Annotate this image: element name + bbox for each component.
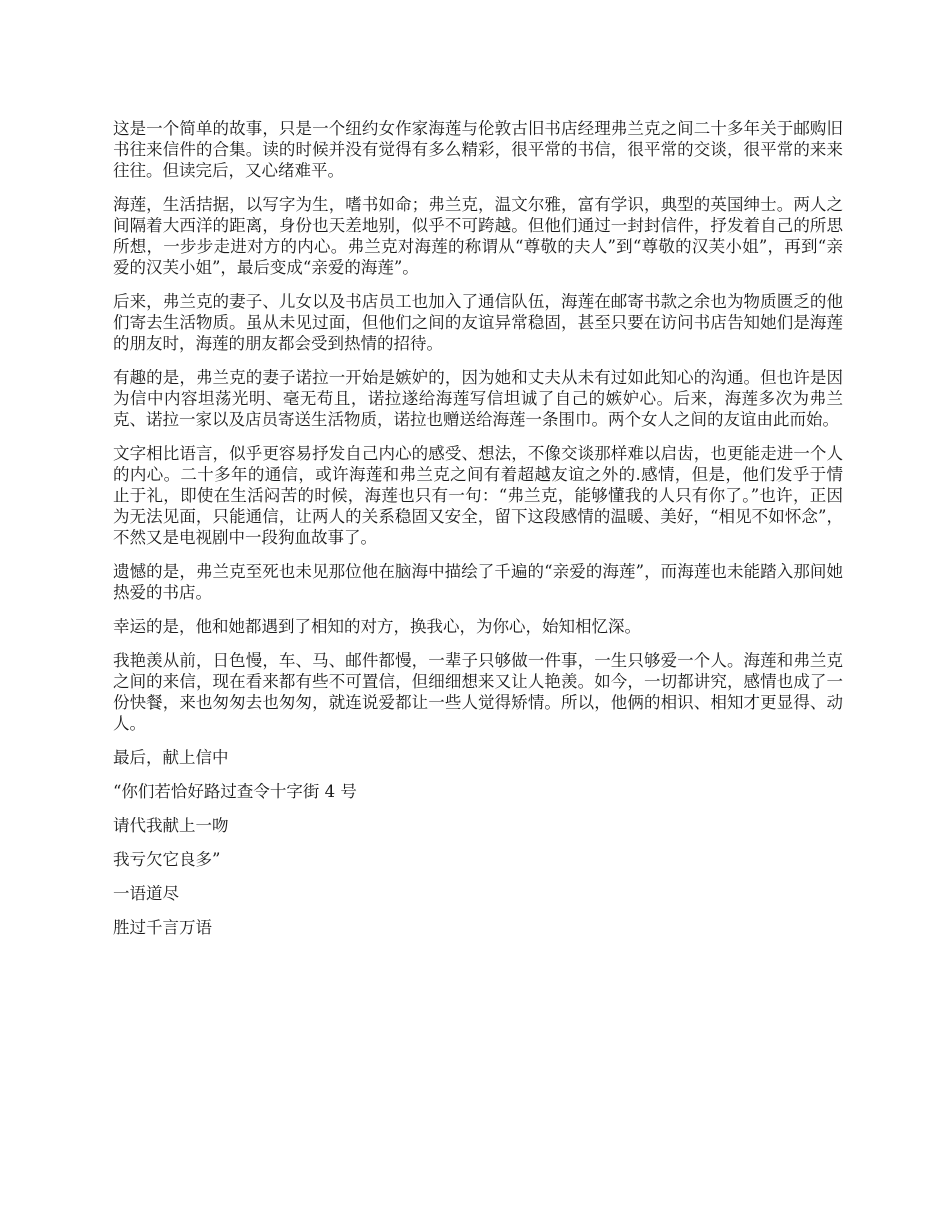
quote-line-3: 我亏欠它良多” bbox=[113, 850, 221, 869]
paragraph-intro: 这是一个简单的故事，只是一个纽约女作家海莲与伦敦古旧书店经理弗兰克之间二十多年关于邮购旧书往来信件的合集。读的时候并没有觉得有多么精彩，很平常的书信，很平常的交谈，很平常的来来往往。但读完后，又心绪难平。 bbox=[113, 119, 843, 180]
paragraph-characters: 海莲，生活拮据，以写字为生，嗜书如命；弗兰克，温文尔雅，富有学识，典型的英国绅士。两人之间隔着大西洋的距离，身份也天差地别，似乎不可跨越。但他们通过一封封信件，抒发着自己的所思所想，一步步走进对方的内心。弗兰克对海莲的称谓从“尊敬的夫人”到“尊敬的汉芙小姐”，再到“亲爱的汉芙小姐”，最后变成“亲爱的海莲”。 bbox=[113, 195, 843, 277]
quote-line-2: 请代我献上一吻 bbox=[113, 816, 229, 835]
closing-line-1: 一语道尽 bbox=[113, 884, 179, 903]
quote-line-1: “你们若恰好路过查令十字街 4 号 bbox=[113, 782, 357, 801]
document-body bbox=[113, 118, 843, 951]
paragraph-regret: 遗憾的是，弗兰克至死也未见那位他在脑海中描绘了千遍的“亲爱的海莲”，而海莲也未能踏入那间她热爱的书店。 bbox=[113, 562, 843, 602]
paragraph-fortune: 幸运的是，他和她都遇到了相知的对方，换我心，为你心，始知相忆深。 bbox=[113, 617, 641, 636]
paragraph-nostalgia: 我艳羡从前，日色慢，车、马、邮件都慢，一辈子只够做一件事，一生只够爱一个人。海莲和弗兰克之间的来信，现在看来都有些不可置信，但细细想来又让人艳羡。如今，一切都讲究，感情也成了一份快餐，来也匆匆去也匆匆，就连说爱都让一些人觉得矫情。所以，他俩的相识、相知才更显得、动人。 bbox=[113, 651, 843, 733]
paragraph-finally: 最后，献上信中 bbox=[113, 748, 229, 767]
paragraph-correspondents: 后来，弗兰克的妻子、儿女以及书店员工也加入了通信队伍，海莲在邮寄书款之余也为物质匮乏的他们寄去生活物质。虽从未见过面，但他们之间的友谊异常稳固，甚至只要在访问书店告知她们是海莲的朋友时，海莲的朋友都会受到热情的招待。 bbox=[113, 292, 843, 353]
paragraph-nora: 有趣的是，弗兰克的妻子诺拉一开始是嫉妒的，因为她和丈夫从未有过如此知心的沟通。但也许是因为信中内容坦荡光明、毫无苟且，诺拉遂给海莲写信坦诚了自己的嫉妒心。后来，海莲多次为弗兰克、诺拉一家以及店员寄送生活物质，诺拉也赠送给海莲一条围巾。两个女人之间的友谊由此而始。 bbox=[113, 368, 843, 429]
closing-line-2: 胜过千言万语 bbox=[113, 918, 212, 937]
paragraph-writing: 文字相比语言，似乎更容易抒发自己内心的感受、想法，不像交谈那样难以启齿，也更能走进一个人的内心。二十多年的通信，或许海莲和弗兰克之间有着超越友谊之外的.感情，但是，他们发乎于情止于礼，即使在生活闷苦的时候，海莲也只有一句：“弗兰克，能够懂我的人只有你了。”也许，正因为无法见面，只能通信，让两人的关系稳固又安全，留下这段感情的温暖、美好，“相见不如怀念”，不然又是电视剧中一段狗血故事了。 bbox=[113, 444, 843, 547]
